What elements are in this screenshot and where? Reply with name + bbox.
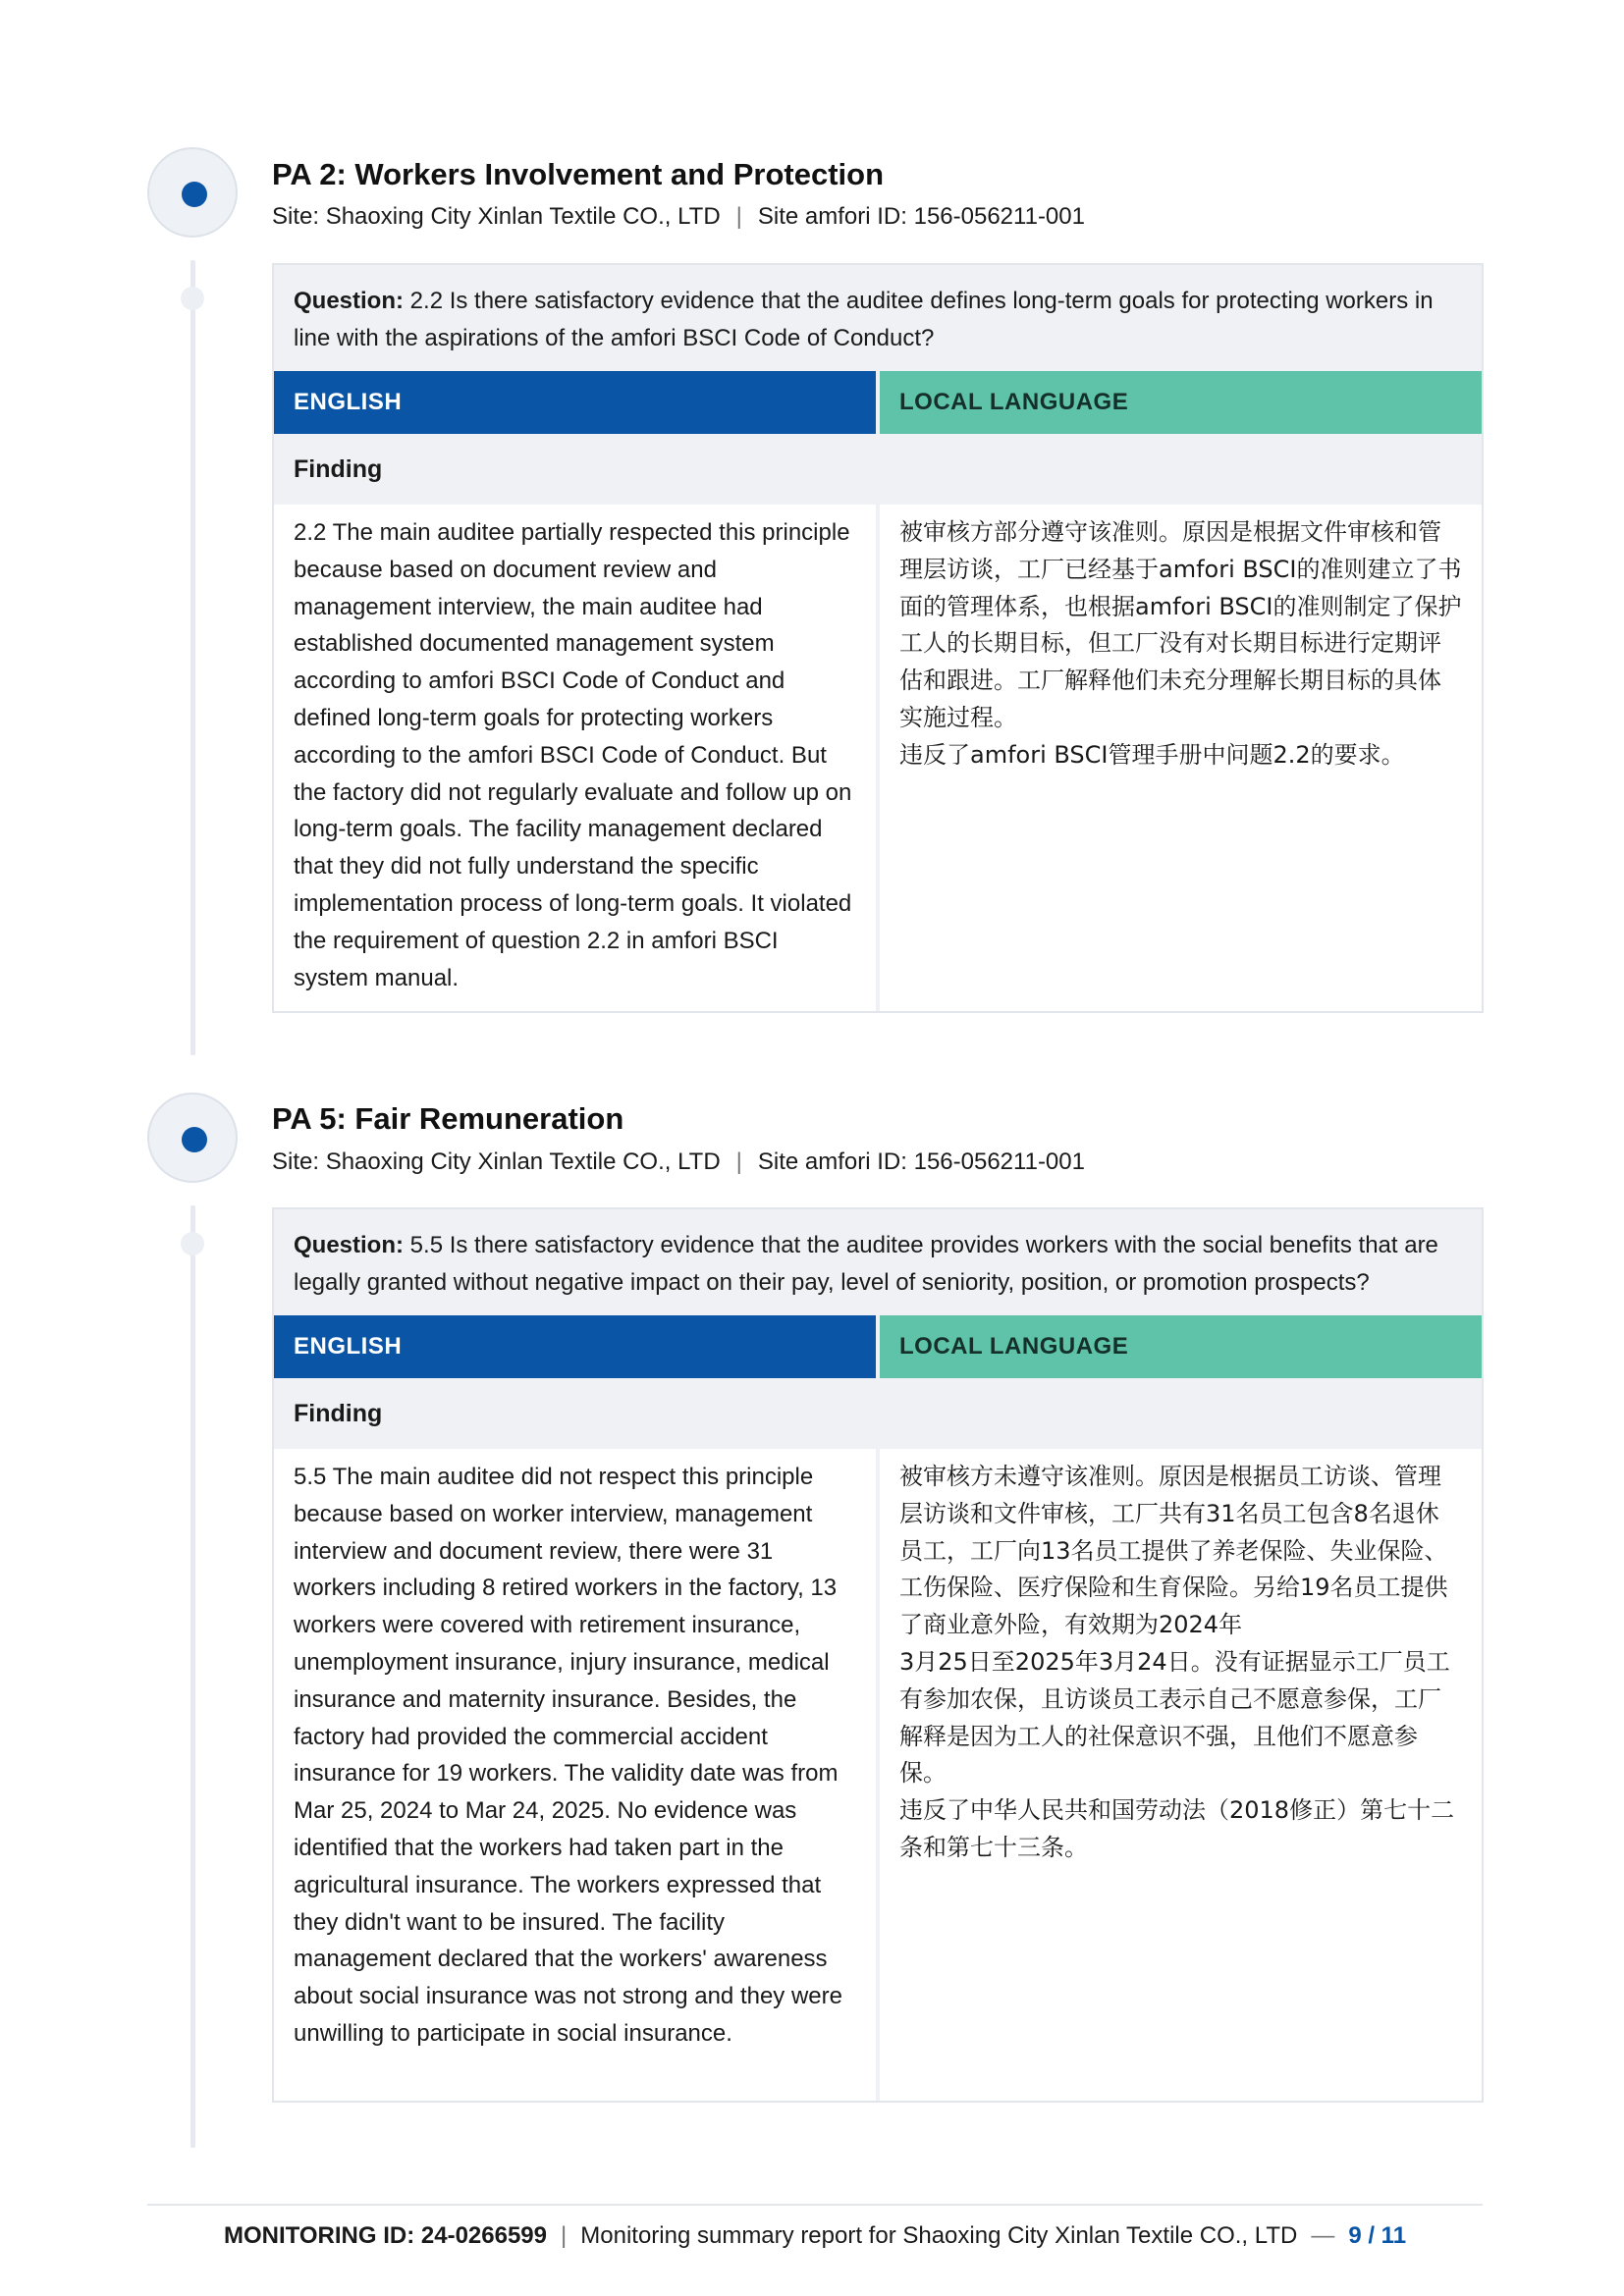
question-card bbox=[272, 1207, 1484, 2103]
finding-local-text: 被审核方部分遵守该准则。原因是根据文件审核和管理层访谈，工厂已经基于amfori BSCI的准则建立了书面的管理体系，也根据amfori BSCI的准则制定了保护工人的长期目标，但工厂没有对长期目标进行定期评估和跟进。工厂解释他们未充分理解长期目标的具体实施过程。 违反了amfori BSCI管理手册中问题2.2的要求。 bbox=[899, 518, 1462, 769]
local-language-header: LOCAL LANGUAGE bbox=[880, 371, 1482, 434]
local-language-header: LOCAL LANGUAGE bbox=[880, 1315, 1482, 1378]
timeline-dot-icon bbox=[182, 1127, 207, 1152]
english-header: ENGLISH bbox=[274, 1315, 876, 1378]
page-footer bbox=[224, 2222, 1406, 2250]
question-card bbox=[272, 263, 1484, 1013]
section-title: PA 5: Fair Remuneration bbox=[272, 1101, 624, 1136]
language-header-row bbox=[274, 371, 1482, 434]
finding-local-cell bbox=[880, 1449, 1482, 2101]
site-id: Site amfori ID: 156-056211-001 bbox=[757, 1148, 1085, 1175]
section-site-line bbox=[272, 1148, 1085, 1176]
monitoring-id: MONITORING ID: 24-0266599 bbox=[224, 2222, 548, 2249]
finding-label: Finding bbox=[294, 1400, 383, 1427]
finding-english-cell bbox=[274, 1449, 876, 2101]
timeline-line-1 bbox=[190, 260, 195, 1055]
timeline-node-icon bbox=[181, 287, 204, 310]
language-header-row bbox=[274, 1315, 1482, 1378]
finding-english-text: 2.2 The main auditee partially respected this principle because based on document review and management interview, the main auditee had established documented management system according to amfori BSCI Code of Conduct and defined long-term goals for protecting workers according to the amfori BSCI Code of Conduct. But the factory did not regularly evaluate and follow up on long-term goals. The facility management declared that they did not fully understand the specific implementation process of long-term goals. It violated the requirement of question 2.2 in amfori BSCI system manual. bbox=[294, 519, 852, 991]
section-title: PA 2: Workers Involvement and Protection bbox=[272, 157, 885, 191]
finding-content-row bbox=[274, 505, 1482, 1011]
page-number: 9 / 11 bbox=[1348, 2222, 1407, 2249]
question bbox=[274, 265, 1482, 371]
timeline-line-2 bbox=[190, 1205, 195, 2148]
report-title: Monitoring summary report for Shaoxing City Xinlan Textile CO., LTD bbox=[580, 2222, 1298, 2249]
section-site-line bbox=[272, 203, 1085, 231]
timeline-marker-1 bbox=[147, 147, 238, 238]
finding-label: Finding bbox=[294, 455, 383, 483]
question-label: Question: bbox=[294, 1232, 404, 1258]
footer-dash: — bbox=[1311, 2222, 1335, 2249]
question-text: 2.2 Is there satisfactory evidence that the auditee defines long-term goals for protecting workers in line with the aspirations of the amfori BSCI Code of Conduct? bbox=[294, 288, 1434, 351]
separator: | bbox=[735, 203, 742, 230]
english-header: ENGLISH bbox=[274, 371, 876, 434]
site-id: Site amfori ID: 156-056211-001 bbox=[757, 203, 1085, 230]
finding-local-cell bbox=[880, 505, 1482, 1011]
question bbox=[274, 1209, 1482, 1315]
timeline-node-icon bbox=[181, 1232, 204, 1255]
timeline-dot-icon bbox=[182, 182, 207, 207]
question-label: Question: bbox=[294, 288, 404, 314]
finding-english-text: 5.5 The main auditee did not respect this principle because based on worker interview, management interview and document review, there were 31 workers including 8 retired workers in the factory, 13 workers were covered with retirement insurance, unemployment insurance, injury insurance, medical insurance and maternity insurance. Besides, the factory had provided the commercial accident insurance for 19 workers. The validity date was from Mar 25, 2024 to Mar 24, 2025. No evidence was identified that the workers had taken part in the agricultural insurance. The workers expressed that they didn't want to be insured. The facility management declared that the workers' awareness about social insurance was not strong and they were unwilling to participate in social insurance. bbox=[294, 1464, 842, 2047]
question-text: 5.5 Is there satisfactory evidence that the auditee provides workers with the social benefits that are legally granted without negative impact on their pay, level of seniority, position, or promotion prospects? bbox=[294, 1232, 1438, 1296]
finding-english-cell bbox=[274, 505, 876, 1011]
finding-local-text: 被审核方未遵守该准则。原因是根据员工访谈、管理层访谈和文件审核，工厂共有31名员工包含8名退休员工，工厂向13名员工提供了养老保险、失业保险、工伤保险、医疗保险和生育保险。另给19名员工提供了商业意外险，有效期为2024年 3月25日至2025年3月24日。没有证据显示工厂员工有参加农保，且访谈员工表示自己不愿意参保，工厂解释是因为工人的社保意识不强，且他们不愿意参保。 违反了中华人民共和国劳动法（2018修正）第七十二条和第七十三条。 bbox=[899, 1463, 1455, 1861]
site-name: Site: Shaoxing City Xinlan Textile CO., LTD bbox=[272, 203, 721, 230]
separator: | bbox=[735, 1148, 742, 1175]
footer-separator: | bbox=[561, 2222, 568, 2249]
footer-divider bbox=[147, 2204, 1483, 2206]
timeline-marker-2 bbox=[147, 1093, 238, 1183]
finding-content-row bbox=[274, 1449, 1482, 2101]
site-name: Site: Shaoxing City Xinlan Textile CO., LTD bbox=[272, 1148, 721, 1175]
